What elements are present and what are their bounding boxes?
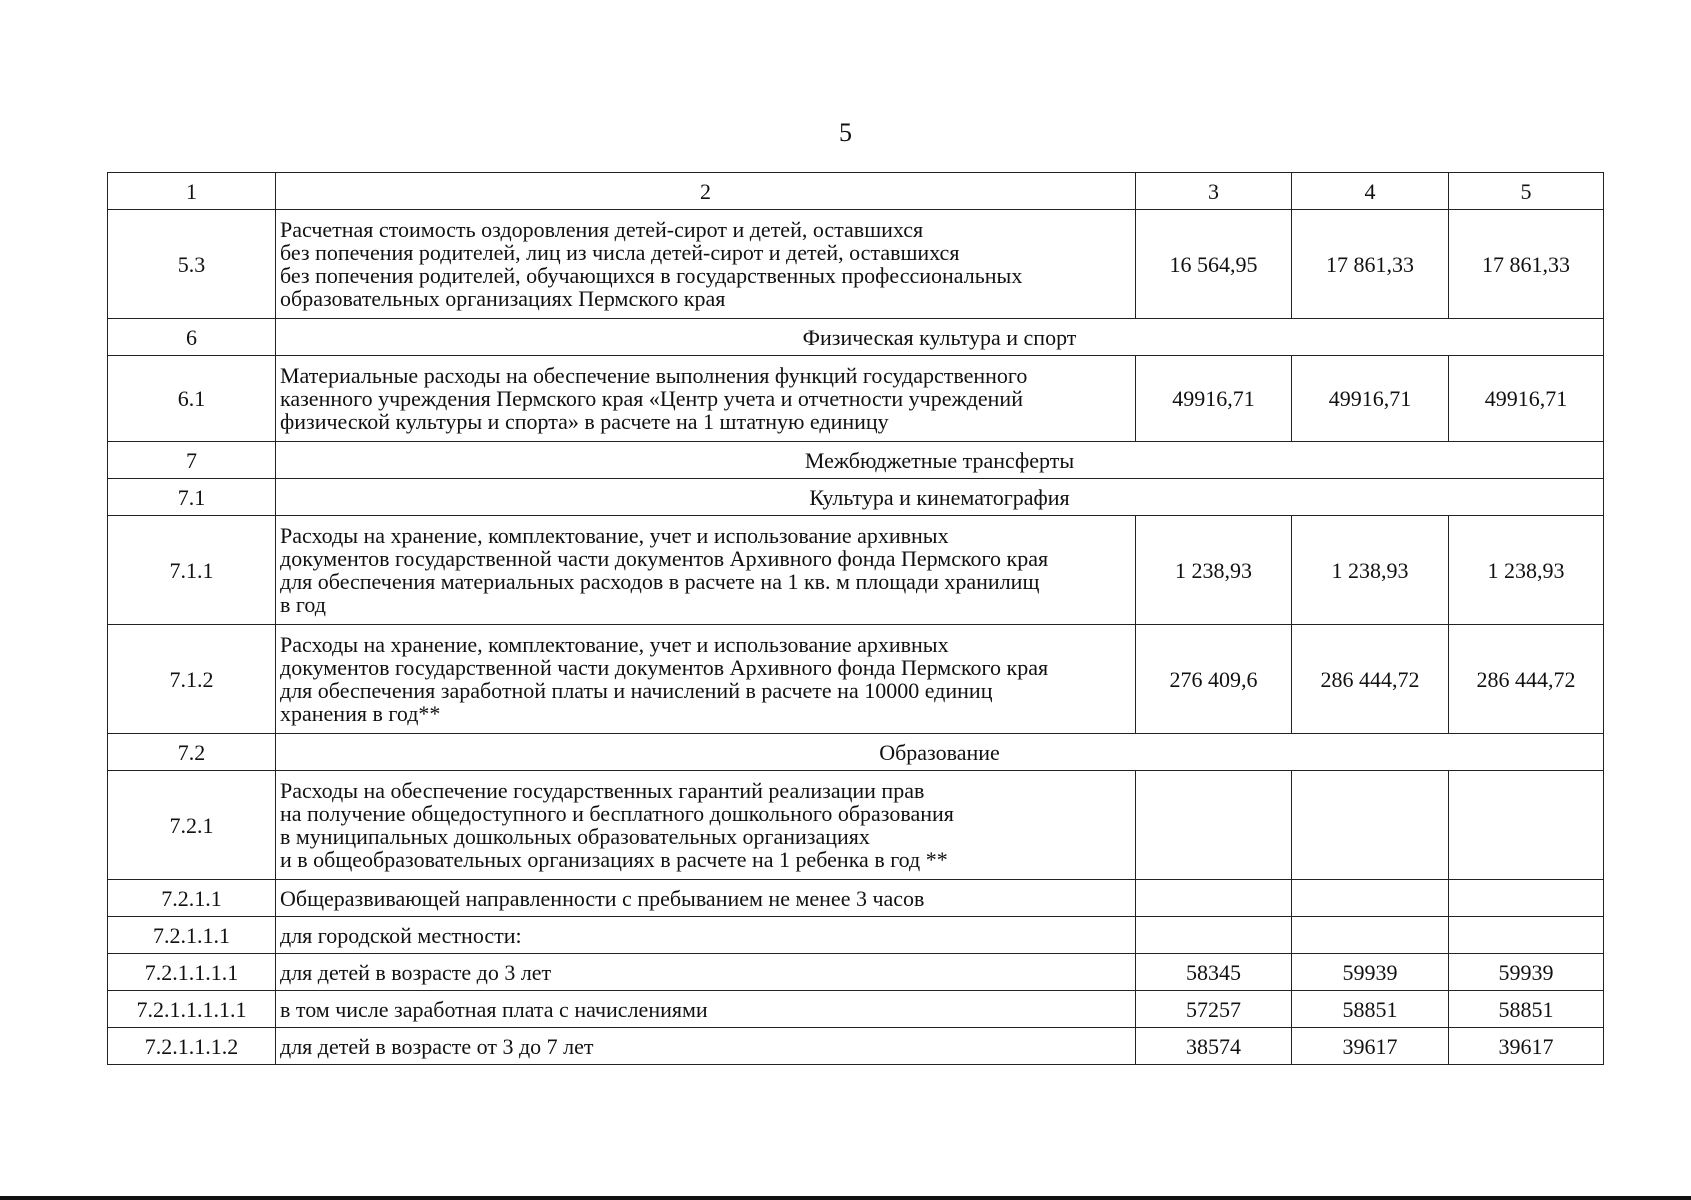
row-number: 7.2.1 (108, 771, 276, 880)
table-header-row (108, 173, 1604, 210)
row-number: 7.2.1.1.1 (108, 917, 276, 954)
value-cell-v3 (1136, 917, 1292, 954)
table-row (108, 625, 1604, 734)
value-cell-v4 (1292, 880, 1449, 917)
value-cell-v5 (1449, 880, 1604, 917)
section-row (108, 734, 1604, 771)
row-description: Материальные расходы на обеспечение выполнения функций государственного казенного учреждения Пермского края «Центр учета и отчетности учреждений физической культуры и спорта» в расчете на 1 штатную единицу (276, 356, 1136, 442)
section-title: Культура и кинематография (276, 479, 1604, 516)
value-cell-v5: 58851 (1449, 991, 1604, 1028)
column-header: 2 (276, 173, 1136, 210)
row-number: 7.2.1.1.1.2 (108, 1028, 276, 1065)
column-header: 3 (1136, 173, 1292, 210)
section-title: Образование (276, 734, 1604, 771)
value-cell-v3: 38574 (1136, 1028, 1292, 1065)
value-cell-v5: 17 861,33 (1449, 210, 1604, 319)
table-row (108, 917, 1604, 954)
column-header: 4 (1292, 173, 1449, 210)
table-row (108, 1028, 1604, 1065)
value-cell-v4: 286 444,72 (1292, 625, 1449, 734)
section-title: Физическая культура и спорт (276, 319, 1604, 356)
section-title: Межбюджетные трансферты (276, 442, 1604, 479)
value-cell-v5: 1 238,93 (1449, 516, 1604, 625)
section-row (108, 319, 1604, 356)
value-cell-v3: 276 409,6 (1136, 625, 1292, 734)
page-number: 5 (839, 118, 852, 147)
table-row (108, 210, 1604, 319)
scan-edge-line (0, 1196, 1691, 1200)
table-row (108, 954, 1604, 991)
value-cell-v5: 286 444,72 (1449, 625, 1604, 734)
value-cell-v4: 49916,71 (1292, 356, 1449, 442)
row-number: 7 (108, 442, 276, 479)
row-number: 7.2.1.1 (108, 880, 276, 917)
row-number: 7.2 (108, 734, 276, 771)
value-cell-v3: 49916,71 (1136, 356, 1292, 442)
value-cell-v4: 17 861,33 (1292, 210, 1449, 319)
row-description: для детей в возрасте от 3 до 7 лет (276, 1028, 1136, 1065)
row-description: Расходы на обеспечение государственных гарантий реализации прав на получение общедоступного и бесплатного дошкольного образования в муниципальных дошкольных образовательных организациях и в общеобразовательных организациях в расчете на 1 ребенка в год ** (276, 771, 1136, 880)
row-number: 7.2.1.1.1.1 (108, 954, 276, 991)
row-description: Расходы на хранение, комплектование, учет и использование архивных документов государственной части документов Архивного фонда Пермского края для обеспечения материальных расходов в расчете на 1 кв. м площади хранилищ в год (276, 516, 1136, 625)
column-header: 1 (108, 173, 276, 210)
value-cell-v3: 16 564,95 (1136, 210, 1292, 319)
row-number: 7.1 (108, 479, 276, 516)
column-header: 5 (1449, 173, 1604, 210)
row-number: 7.1.1 (108, 516, 276, 625)
table-row (108, 991, 1604, 1028)
row-description: Расчетная стоимость оздоровления детей-сирот и детей, оставшихся без попечения родителей, лиц из числа детей-сирот и детей, оставшихся без попечения родителей, обучающихся в государственных профессиональных образовательных организациях Пермского края (276, 210, 1136, 319)
value-cell-v4 (1292, 771, 1449, 880)
value-cell-v5: 49916,71 (1449, 356, 1604, 442)
row-number: 6 (108, 319, 276, 356)
row-description: в том числе заработная плата с начислениями (276, 991, 1136, 1028)
tariff-table (107, 172, 1604, 1065)
table-row (108, 771, 1604, 880)
value-cell-v4: 59939 (1292, 954, 1449, 991)
value-cell-v4: 58851 (1292, 991, 1449, 1028)
row-number: 7.1.2 (108, 625, 276, 734)
table-row (108, 356, 1604, 442)
value-cell-v4 (1292, 917, 1449, 954)
value-cell-v5 (1449, 917, 1604, 954)
value-cell-v5: 39617 (1449, 1028, 1604, 1065)
row-description: Расходы на хранение, комплектование, учет и использование архивных документов государственной части документов Архивного фонда Пермского края для обеспечения заработной платы и начислений в расчете на 10000 единиц хранения в год** (276, 625, 1136, 734)
row-description: Общеразвивающей направленности с пребыванием не менее 3 часов (276, 880, 1136, 917)
value-cell-v3: 1 238,93 (1136, 516, 1292, 625)
table-row (108, 516, 1604, 625)
section-row (108, 479, 1604, 516)
value-cell-v3: 57257 (1136, 991, 1292, 1028)
value-cell-v4: 39617 (1292, 1028, 1449, 1065)
row-number: 7.2.1.1.1.1.1 (108, 991, 276, 1028)
row-number: 6.1 (108, 356, 276, 442)
row-description: для детей в возрасте до 3 лет (276, 954, 1136, 991)
value-cell-v3: 58345 (1136, 954, 1292, 991)
value-cell-v4: 1 238,93 (1292, 516, 1449, 625)
section-row (108, 442, 1604, 479)
value-cell-v3 (1136, 880, 1292, 917)
value-cell-v3 (1136, 771, 1292, 880)
table-row (108, 880, 1604, 917)
row-description: для городской местности: (276, 917, 1136, 954)
value-cell-v5: 59939 (1449, 954, 1604, 991)
row-number: 5.3 (108, 210, 276, 319)
value-cell-v5 (1449, 771, 1604, 880)
